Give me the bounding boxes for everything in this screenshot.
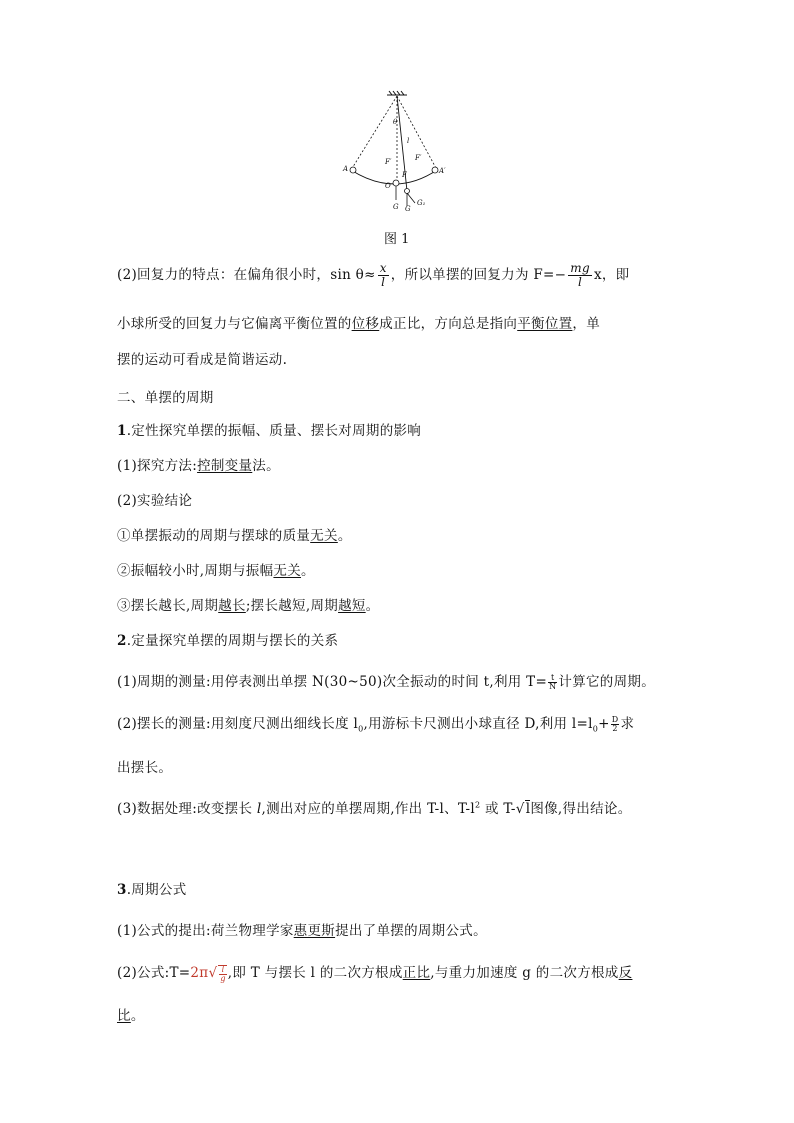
- fraction-l-over-g: $\frac{l}{g}$: [220, 964, 226, 983]
- underline-inverse-end: 比: [117, 1008, 131, 1024]
- conclusion-heading: (2)实验结论: [117, 493, 193, 509]
- label-G-center: G: [393, 203, 399, 211]
- paragraph-restoring-force: (2)回复力的特点：在偏角很小时，sin θ≈ $\frac{x}{l}$ ，所以单摆的回复力为 F=− $\frac{mg}{l}$ x，即: [117, 261, 630, 289]
- formula-two-pi: 2π: [190, 965, 209, 981]
- conclusion-3: ③摆长越长,周期越长;摆长越短,周期越短。: [117, 598, 380, 614]
- label-O: O: [385, 182, 391, 190]
- ball-right: [432, 167, 438, 173]
- heading-qualitative: 1.定性探究单摆的振幅、质量、摆长对周期的影响: [117, 423, 422, 439]
- heading-quantitative: 2.定量探究单摆的周期与摆长的关系: [117, 633, 339, 649]
- data-processing: (3)数据处理:改变摆长 l,测出对应的单摆周期,作出 T-l、$T-l^2$ 或 T-√l图像,得出结论。: [117, 800, 632, 817]
- underline-inverse-start: 反: [618, 965, 633, 981]
- fraction-x-over-l: $\frac{x}{l}$: [379, 261, 387, 289]
- label-G-moving: G: [405, 205, 411, 213]
- conclusion-1: ①单摆振动的周期与摆球的质量无关。: [117, 528, 352, 544]
- underline-irrelevant-amplitude: 无关: [273, 563, 302, 579]
- formula-origin: (1)公式的提出:荷兰物理学家惠更斯提出了单摆的周期公式。: [117, 923, 487, 939]
- formula-line: (2)公式:T=2π√ $\frac{l}{g}$ ,即 T 与摆长 l 的二次方根成正比,与重力加速度 g 的二次方根成反: [117, 964, 633, 983]
- label-theta: θ: [393, 118, 398, 126]
- label-F-prime-right: F′: [415, 154, 422, 162]
- heading-formula: 3.周期公式: [117, 882, 187, 898]
- ball-center: [393, 180, 399, 186]
- label-G1: G₁: [417, 199, 426, 207]
- length-measurement-cont: 出摆长。: [117, 760, 173, 776]
- pendulum-diagram: [335, 88, 465, 213]
- label-l: l: [407, 137, 410, 145]
- underline-irrelevant-mass: 无关: [310, 528, 338, 544]
- conclusion-2: ②振幅较小时,周期与振幅无关。: [117, 563, 315, 579]
- paragraph-line3: 摆的运动可看成是简谐运动.: [117, 352, 288, 368]
- force-g1: [407, 193, 415, 203]
- label-A: A: [343, 165, 349, 173]
- fraction-d-over-2: $\frac{D}{2}$: [611, 715, 619, 733]
- ceiling-support: [387, 91, 407, 95]
- underline-proportional: 正比: [402, 965, 431, 981]
- length-measurement: (2)摆长的测量:用刻度尺测出细线长度 $l_0$,用游标卡尺测出小球直径 D,利用 $l=l_0+$ $\frac{D}{2}$ 求: [117, 715, 635, 734]
- fraction-t-over-n: $\frac{t}{N}$: [549, 673, 557, 691]
- section-heading-period: 二、单摆的周期: [117, 390, 214, 406]
- underline-equilibrium: 平衡位置: [517, 316, 573, 332]
- underline-displacement: 位移: [351, 316, 380, 332]
- figure-caption: 图 1: [384, 232, 410, 247]
- period-measurement: (1)周期的测量:用停表测出单摆 N(30~50)次全振动的时间 t,利用 T= $\frac{t}{N}$ 计算它的周期。: [117, 673, 656, 691]
- paragraph-line2: 小球所受的回复力与它偏离平衡位置的位移成正比，方向总是指向平衡位置，单: [117, 316, 601, 332]
- underline-longer: 越长: [218, 598, 246, 614]
- ball-left: [350, 167, 356, 173]
- method-line: (1)探究方法:控制变量法。: [117, 458, 280, 474]
- label-F: F: [402, 171, 407, 179]
- underline-huygens: 惠更斯: [293, 923, 336, 939]
- label-A-prime: A′: [439, 167, 446, 175]
- sqrt-l: l: [525, 801, 531, 817]
- underline-control-variable: 控制变量: [197, 458, 253, 474]
- ball-moving: [405, 189, 410, 194]
- formula-line-cont: 比。: [117, 1008, 145, 1024]
- underline-shorter: 越短: [338, 598, 366, 614]
- fraction-mg-over-l: $\frac{mg}{l}$: [570, 261, 590, 289]
- label-F-prime-left: F′: [385, 158, 392, 166]
